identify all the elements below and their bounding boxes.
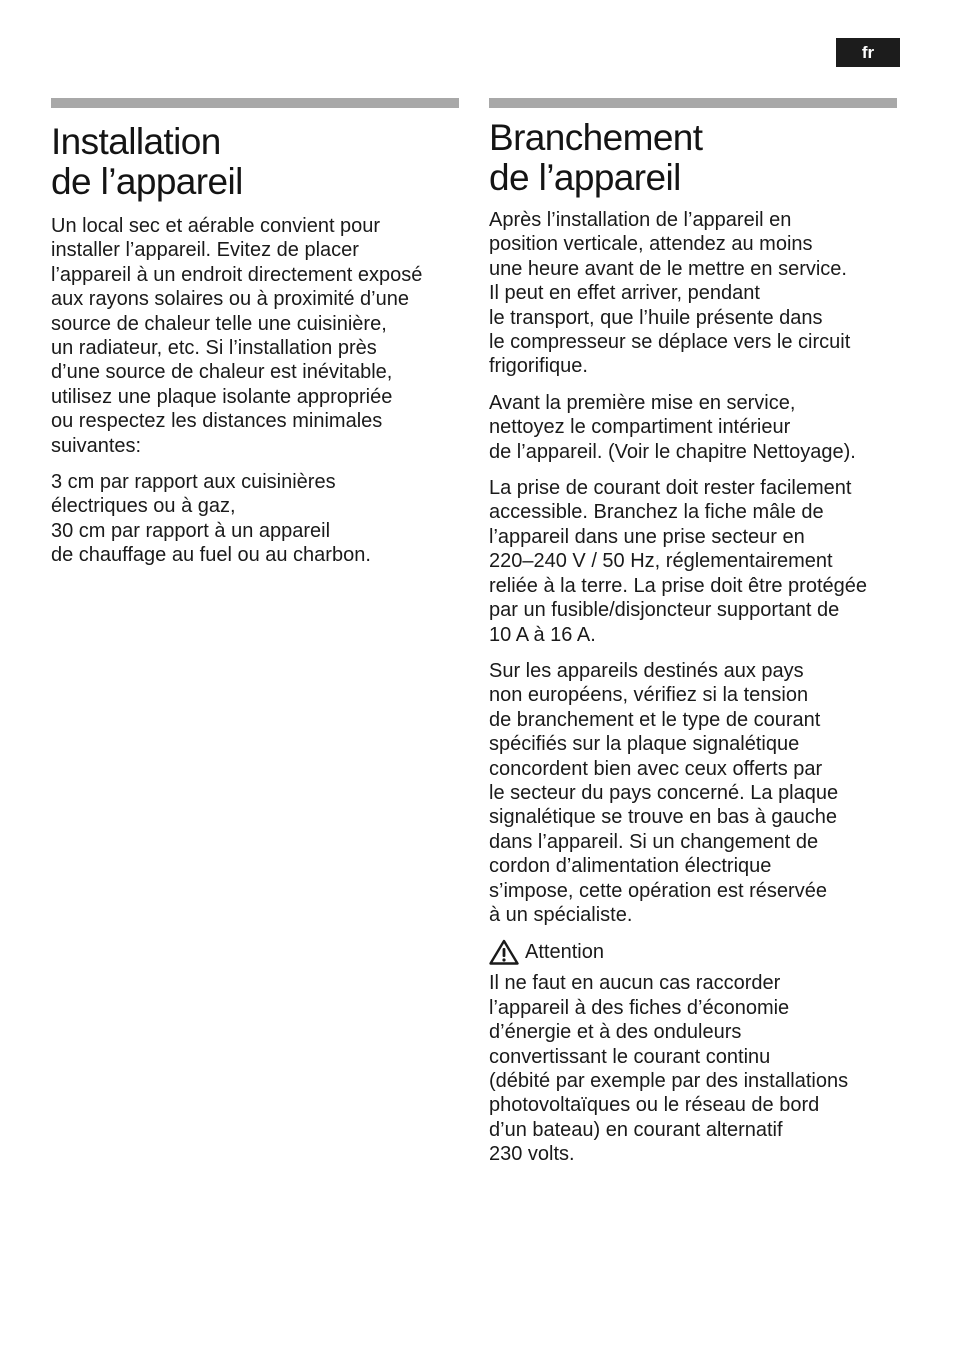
attention-paragraph <box>489 971 901 1166</box>
branchement-section <box>489 98 901 1179</box>
text-line: nettoyez le compartiment intérieur <box>489 416 791 439</box>
waiting-time-paragraph <box>489 208 901 379</box>
text-line: 220–240 V / 50 Hz, réglementairement <box>489 550 833 573</box>
text-line: signalétique se trouve en bas à gauche <box>489 806 838 829</box>
text-line: Il ne faut en aucun cas raccorder <box>489 972 781 995</box>
text-line: (débité par exemple par des installations <box>489 1070 849 1092</box>
text-line: utilisez une plaque isolante appropriée <box>51 385 393 408</box>
text-line: à un spécialiste. <box>489 903 633 926</box>
text-line: par un fusible/disjoncteur supportant de <box>489 599 840 622</box>
text-line: reliée à la terre. La prise doit être protégée <box>489 574 867 597</box>
text-line: non européens, vérifiez si la tension <box>489 684 809 707</box>
text-line: d’une source de chaleur est inévitable, <box>51 361 393 384</box>
text-line: Un local sec et aérable convient pour <box>51 215 381 237</box>
text-line: spécifiés sur la plaque signalétique <box>489 733 800 756</box>
text-line: l’appareil à des fiches d’économie <box>489 996 790 1019</box>
text-line: accessible. Branchez la fiche mâle de <box>489 501 824 524</box>
text-line: cordon d’alimentation électrique <box>489 855 772 878</box>
text-line: concordent bien avec ceux offerts par <box>489 757 823 780</box>
text-line: position verticale, attendez au moins <box>489 233 813 256</box>
text-line: de l’appareil. (Voir le chapitre Nettoyage). <box>489 440 856 463</box>
text-line: le transport, que l’huile présente dans <box>489 306 823 329</box>
installation-heading <box>51 122 463 202</box>
text-line: de chauffage au fuel ou au charbon. <box>51 544 371 567</box>
text-line: le compresseur se déplace vers le circuit <box>489 331 851 354</box>
text-line: aux rayons solaires ou à proximité d’une <box>51 288 409 311</box>
text-line: électriques ou à gaz, <box>51 495 236 518</box>
text-line: photovoltaïques ou le réseau de bord <box>489 1094 820 1117</box>
power-socket-paragraph <box>489 476 901 647</box>
warning-triangle-icon <box>489 939 519 965</box>
text-line: de branchement et le type de courant <box>489 708 821 731</box>
text-line: convertissant le courant continu <box>489 1045 771 1068</box>
text-line: Sur les appareils destinés aux pays <box>489 659 804 682</box>
text-line: source de chaleur telle une cuisinière, <box>51 312 387 335</box>
text-line: 10 A à 16 A. <box>489 623 596 646</box>
branchement-heading <box>489 118 901 198</box>
text-line: installer l’appareil. Evitez de placer <box>51 239 359 262</box>
text-line: le secteur du pays concerné. La plaque <box>489 781 839 804</box>
section-divider <box>489 98 897 108</box>
text-line: un radiateur, etc. Si l’installation près <box>51 337 377 360</box>
heading-line: de l’appareil <box>489 157 681 198</box>
text-line: 3 cm par rapport aux cuisinières <box>51 471 336 494</box>
section-divider <box>51 98 459 108</box>
cleaning-paragraph <box>489 391 901 464</box>
text-line: frigorifique. <box>489 355 588 378</box>
text-line: 230 volts. <box>489 1143 575 1166</box>
installation-section <box>51 98 463 580</box>
attention-heading <box>489 939 901 965</box>
distances-paragraph <box>51 470 463 568</box>
text-line: Avant la première mise en service, <box>489 391 796 414</box>
text-line: dans l’appareil. Si un changement de <box>489 830 819 853</box>
text-line: suivantes: <box>51 434 142 457</box>
text-line: ou respectez les distances minimales <box>51 410 383 433</box>
heading-line: de l’appareil <box>51 161 243 202</box>
heading-line: Branchement <box>489 117 703 158</box>
text-line: l’appareil dans une prise secteur en <box>489 525 805 548</box>
text-line: d’énergie et à des onduleurs <box>489 1021 742 1044</box>
text-line: d’un bateau) en courant alternatif <box>489 1118 783 1141</box>
text-line: Après l’installation de l’appareil en <box>489 209 792 231</box>
text-line: 30 cm par rapport à un appareil <box>51 519 331 542</box>
attention-label: Attention <box>525 941 604 964</box>
text-line: une heure avant de le mettre en service. <box>489 257 847 280</box>
non-european-paragraph <box>489 659 901 927</box>
heading-line: Installation <box>51 121 221 162</box>
text-line: s’impose, cette opération est réservée <box>489 879 827 902</box>
language-badge: fr <box>836 38 900 67</box>
text-line: l’appareil à un endroit directement exposé <box>51 263 423 286</box>
text-line: La prise de courant doit rester facilement <box>489 477 852 500</box>
installation-paragraph <box>51 214 463 458</box>
text-line: Il peut en effet arriver, pendant <box>489 282 760 305</box>
